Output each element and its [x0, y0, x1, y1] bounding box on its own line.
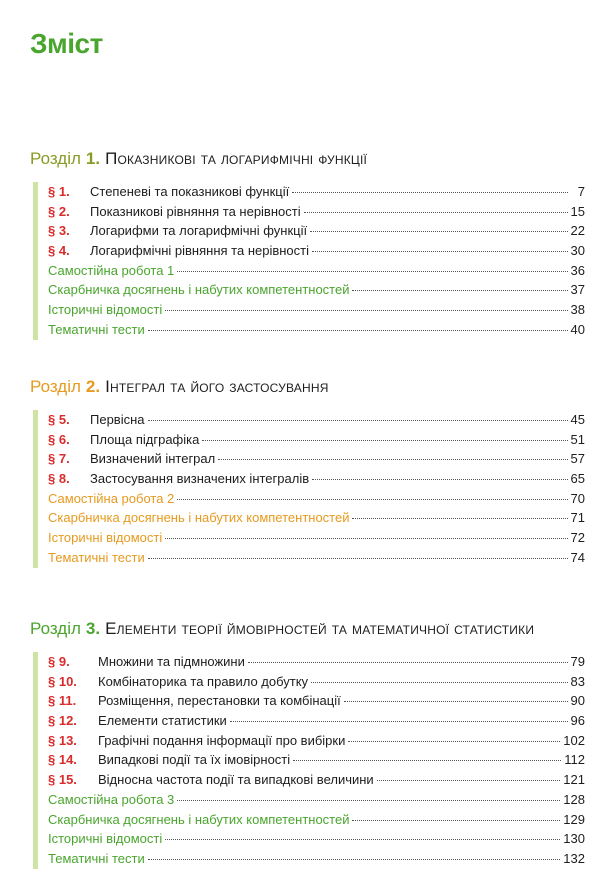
toc-section-entry[interactable] [48, 241, 585, 261]
section-number: § 7. [48, 451, 70, 467]
toc-section-entry[interactable] [48, 410, 585, 430]
chapter-3 [30, 618, 585, 869]
entry-title: Скарбничка досягнень і набутих компетентностей [48, 811, 350, 827]
leader-dots [352, 517, 567, 519]
toc-section-entry[interactable] [48, 652, 585, 672]
entry-title: Площа підграфіка [90, 431, 200, 447]
page-number: 30 [570, 243, 585, 259]
page-title: Зміст [30, 28, 103, 59]
page-number: 96 [570, 713, 585, 729]
page-number: 7 [577, 184, 585, 199]
leader-dots [218, 458, 567, 460]
leader-dots [352, 289, 567, 291]
page-number: 90 [570, 693, 585, 709]
section-number: § 11. [48, 693, 77, 709]
entry-title: Тематичні тести [48, 549, 145, 565]
page-number: 40 [570, 321, 585, 337]
entry-title: Тематичні тести [48, 850, 145, 866]
leader-dots [165, 838, 560, 840]
page-number: 37 [570, 282, 585, 298]
page-number: 132 [563, 850, 585, 866]
leader-dots [148, 419, 568, 421]
entry-title: Самостійна робота 2 [48, 490, 175, 506]
chapter-heading [30, 376, 585, 398]
page-number: 38 [570, 302, 585, 318]
leader-dots [177, 270, 567, 272]
toc-extra-entry[interactable] [48, 261, 585, 281]
section-number: § 3. [48, 223, 70, 239]
page-number: 74 [570, 549, 585, 565]
leader-dots [293, 759, 561, 761]
entry-title: Самостійна робота 1 [48, 262, 175, 278]
section-number: § 9. [48, 654, 70, 669]
page-number: 15 [570, 203, 585, 219]
leader-dots [148, 858, 561, 860]
chapter-number: 3. [85, 619, 101, 638]
chapter-heading [30, 148, 585, 170]
leader-dots [311, 681, 567, 683]
page-number: 45 [570, 412, 585, 427]
section-number: § 1. [48, 184, 70, 199]
entry-title: Комбінаторика та правило добутку [98, 673, 309, 689]
page-number: 102 [563, 732, 585, 748]
toc-section-entry[interactable] [48, 691, 585, 711]
leader-dots [177, 799, 560, 801]
entry-title: Степеневі та показникові функції [90, 184, 290, 199]
entry-title: Історичні відомості [48, 302, 163, 318]
toc-extra-entry[interactable] [48, 320, 585, 340]
toc-extra-entry[interactable] [48, 508, 585, 528]
leader-dots [377, 779, 561, 781]
entry-title: Тематичні тести [48, 321, 145, 337]
page-number: 22 [570, 223, 585, 239]
entry-title: Розміщення, перестановки та комбінації [98, 693, 341, 709]
leader-dots [312, 250, 568, 252]
entry-title: Визначений інтеграл [90, 451, 216, 467]
entry-title: Графічні подання інформації про вибірки [98, 732, 346, 748]
toc-section-entry[interactable] [48, 750, 585, 770]
entry-title: Логарифмічні рівняння та нерівності [90, 243, 310, 259]
entry-title: Скарбничка досягнень і набутих компетентностей [48, 282, 350, 298]
section-number: § 2. [48, 203, 70, 219]
chapter-1 [30, 148, 585, 340]
section-number: § 5. [48, 412, 70, 427]
toc-extra-entry[interactable] [48, 548, 585, 568]
chapter-heading [30, 618, 585, 640]
toc-section-entry[interactable] [48, 711, 585, 731]
chapter-number: 1. [85, 149, 101, 168]
toc-section-entry[interactable] [48, 449, 585, 469]
leader-dots [304, 211, 568, 213]
toc-extra-entry[interactable] [48, 829, 585, 849]
entry-title: Історичні відомості [48, 530, 163, 546]
toc-section-entry[interactable] [48, 731, 585, 751]
chapter-word: Розділ [30, 149, 81, 168]
chapter-title: Інтеграл та його застосування [105, 377, 329, 396]
page-number: 65 [570, 471, 585, 487]
page-number: 83 [570, 673, 585, 689]
toc-extra-entry[interactable] [48, 300, 585, 320]
toc-section-entry[interactable] [48, 182, 585, 202]
page-number: 79 [570, 654, 585, 669]
toc-extra-entry[interactable] [48, 528, 585, 548]
toc-entries [33, 182, 585, 340]
page-number: 121 [563, 772, 585, 788]
toc-section-entry[interactable] [48, 672, 585, 692]
toc-extra-entry[interactable] [48, 489, 585, 509]
section-number: § 13. [48, 732, 77, 748]
leader-dots [312, 478, 567, 480]
page-number: 130 [563, 831, 585, 847]
leader-dots [348, 740, 560, 742]
leader-dots [344, 700, 568, 702]
chapter-word: Розділ [30, 377, 81, 396]
leader-dots [248, 661, 568, 663]
toc-extra-entry[interactable] [48, 790, 585, 810]
section-number: § 8. [48, 471, 70, 487]
section-number: § 15. [48, 772, 77, 788]
toc-extra-entry[interactable] [48, 810, 585, 830]
leader-dots [310, 230, 567, 232]
leader-dots [230, 720, 568, 722]
page-number: 72 [570, 530, 585, 546]
leader-dots [177, 498, 567, 500]
entry-title: Історичні відомості [48, 831, 163, 847]
section-number: § 4. [48, 243, 70, 259]
page-number: 128 [563, 791, 585, 807]
leader-dots [165, 537, 567, 539]
chapter-2 [30, 376, 585, 568]
page-number: 57 [570, 451, 585, 467]
entry-title: Первісна [90, 412, 145, 427]
entry-title: Скарбничка досягнень і набутих компетентностей [48, 510, 350, 526]
entry-title: Множини та підмножини [98, 654, 245, 669]
page-number: 71 [570, 510, 585, 526]
toc-section-entry[interactable] [48, 202, 585, 222]
chapter-word: Розділ [30, 619, 81, 638]
leader-dots [202, 439, 567, 441]
toc-extra-entry[interactable] [48, 849, 585, 869]
entry-title: Елементи статистики [98, 713, 227, 729]
leader-dots [352, 819, 560, 821]
leader-dots [148, 557, 568, 559]
entry-title: Самостійна робота 3 [48, 791, 175, 807]
leader-dots [292, 191, 568, 193]
page-number: 36 [570, 262, 585, 278]
section-number: § 14. [48, 752, 77, 768]
page-number: 51 [570, 431, 585, 447]
chapter-title: Елементи теорії ймовірностей та математичної статистики [105, 619, 535, 638]
section-number: § 12. [48, 713, 77, 729]
toc-entries [33, 652, 585, 869]
page-number: 129 [563, 811, 585, 827]
entry-title: Випадкові події та їх імовірності [98, 752, 291, 768]
entry-title: Відносна частота події та випадкові величини [98, 772, 374, 788]
section-number: § 6. [48, 431, 70, 447]
section-number: § 10. [48, 673, 77, 689]
entry-title: Показникові рівняння та нерівності [90, 203, 301, 219]
toc-section-entry[interactable] [48, 221, 585, 241]
page-number: 112 [564, 752, 585, 768]
entry-title: Застосування визначених інтегралів [90, 471, 310, 487]
toc-section-entry[interactable] [48, 469, 585, 489]
entry-title: Логарифми та логарифмічні функції [90, 223, 308, 239]
toc-section-entry[interactable] [48, 770, 585, 790]
chapter-number: 2. [85, 377, 101, 396]
toc-section-entry[interactable] [48, 430, 585, 450]
page-number: 70 [570, 490, 585, 506]
toc-entries [33, 410, 585, 568]
toc-extra-entry[interactable] [48, 280, 585, 300]
leader-dots [165, 309, 567, 311]
chapter-title: Показникові та логарифмічні функції [105, 149, 368, 168]
leader-dots [148, 329, 568, 331]
